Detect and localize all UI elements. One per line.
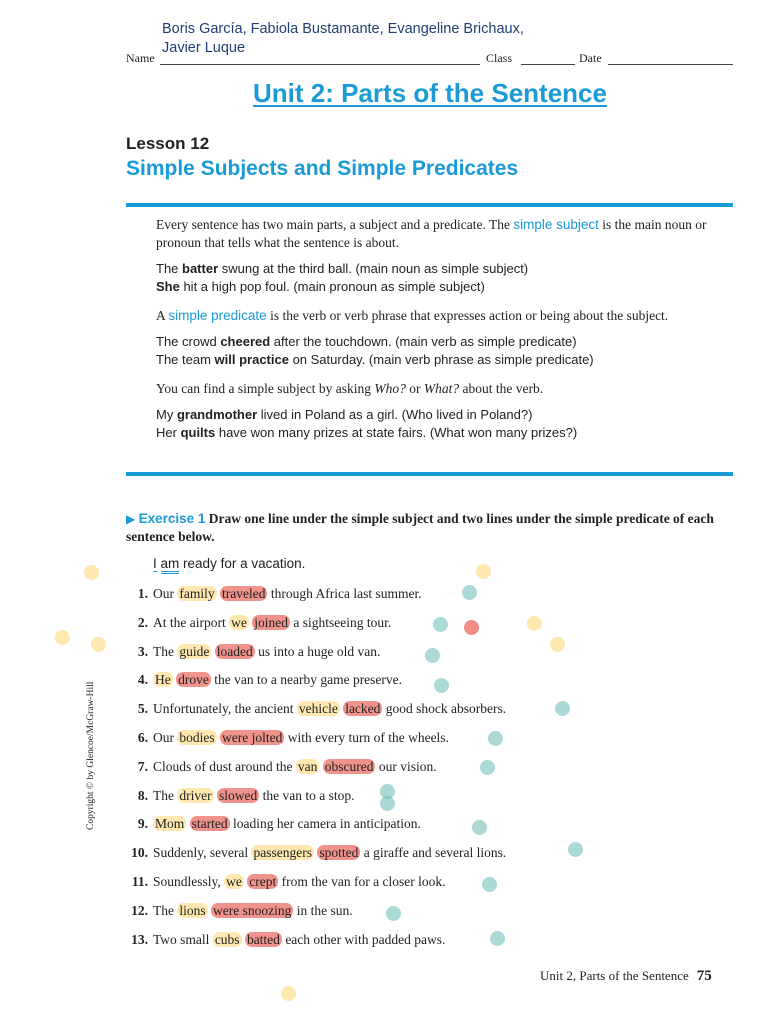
item-text: Suddenly, several — [153, 845, 252, 860]
annotation-dot — [281, 986, 296, 1001]
item-text: our vision. — [375, 759, 437, 774]
annotation-dot — [386, 906, 401, 921]
exercise-item — [126, 872, 726, 892]
item-text: from the van for a closer look. — [278, 874, 446, 889]
item-number: 12. — [131, 903, 148, 918]
item-predicate: were snoozing — [213, 903, 292, 918]
item-text: Our — [153, 730, 178, 745]
page-footer — [540, 968, 712, 985]
annotation-dot — [476, 564, 491, 579]
item-predicate: traveled — [222, 586, 266, 601]
item-predicate: spotted — [319, 845, 359, 860]
item-number: 2. — [137, 615, 148, 630]
item-subject: lions — [179, 903, 206, 918]
item-text: the van to a stop. — [259, 788, 355, 803]
exercise-item — [126, 757, 726, 777]
exercise-item — [126, 930, 726, 950]
annotation-dot — [462, 585, 477, 600]
item-predicate: loaded — [216, 644, 253, 659]
exercise-item — [126, 670, 726, 690]
item-predicate: started — [191, 816, 228, 831]
item-subject: passengers — [253, 845, 312, 860]
annotation-dot — [464, 620, 479, 635]
item-text: The — [153, 644, 178, 659]
item-subject: vehicle — [298, 701, 338, 716]
item-subject: driver — [179, 788, 212, 803]
exercise-item — [126, 584, 726, 604]
predicate-example-1: The crowd cheered after the touchdown. (main verb as simple predicate) — [156, 334, 577, 349]
annotation-dot — [482, 877, 497, 892]
item-number: 10. — [131, 845, 148, 860]
item-text: through Africa last summer. — [267, 586, 422, 601]
item-subject: cubs — [214, 932, 240, 947]
item-subject: guide — [179, 644, 210, 659]
annotation-dot — [434, 678, 449, 693]
item-text: The — [153, 788, 178, 803]
annotation-dot — [480, 760, 495, 775]
lesson-explanation — [156, 216, 716, 441]
item-predicate: slowed — [218, 788, 258, 803]
item-predicate: lacked — [345, 701, 381, 716]
name-class-date-line — [126, 50, 733, 68]
footer-text: Unit 2, Parts of the Sentence — [540, 968, 689, 983]
item-number: 7. — [137, 759, 148, 774]
item-text: Two small — [153, 932, 213, 947]
top-rule — [126, 203, 733, 207]
item-number: 8. — [137, 788, 148, 803]
finding-example-1: My grandmother lived in Poland as a girl. (Who lived in Poland?) — [156, 407, 533, 422]
name-blank[interactable] — [160, 64, 480, 65]
item-subject: bodies — [179, 730, 215, 745]
annotation-dot — [550, 637, 565, 652]
item-subject: we — [231, 615, 247, 630]
annotation-dot — [527, 616, 542, 631]
item-number: 6. — [137, 730, 148, 745]
exercise-label: Exercise 1 — [138, 511, 206, 526]
annotation-dot — [555, 701, 570, 716]
exercise-item — [126, 901, 726, 921]
exercise-instructions — [126, 510, 736, 546]
exercise-item — [126, 613, 726, 633]
author-names: Boris García, Fabiola Bustamante, Evangeline Brichaux, Javier Luque — [162, 21, 524, 56]
date-blank[interactable] — [608, 64, 733, 65]
item-number: 1. — [137, 586, 148, 601]
exercise-item — [126, 699, 726, 719]
item-predicate: batted — [246, 932, 280, 947]
annotation-dot — [568, 842, 583, 857]
item-number: 11. — [131, 874, 148, 889]
item-subject: Mom — [155, 816, 185, 831]
item-text: At the airport — [153, 615, 230, 630]
finding-subject-tip: You can find a simple subject by asking Who? or What? about the verb. — [156, 381, 544, 396]
item-text: Soundlessly, — [153, 874, 225, 889]
bottom-rule — [126, 472, 733, 476]
item-predicate: joined — [254, 615, 288, 630]
example-sentence: I am ready for a vacation. — [153, 556, 305, 571]
lesson-number: Lesson 12 — [126, 134, 210, 153]
exercise-item — [126, 728, 726, 748]
item-number: 5. — [137, 701, 148, 716]
annotation-dot — [55, 630, 70, 645]
annotation-dot — [425, 648, 440, 663]
predicate-definition: A simple predicate is the verb or verb phrase that expresses action or being about the subject. — [156, 308, 669, 323]
item-text: Our — [153, 586, 178, 601]
item-predicate: crept — [249, 874, 277, 889]
item-number: 13. — [131, 932, 148, 947]
exercise-item — [126, 843, 726, 863]
exercise-item — [126, 814, 726, 834]
class-blank[interactable] — [521, 64, 575, 65]
item-subject: family — [179, 586, 215, 601]
unit-title: Unit 2: Parts of the Sentence — [253, 78, 607, 108]
subject-example-1: The batter swung at the third ball. (main noun as simple subject) — [156, 261, 529, 276]
item-text: loading her camera in anticipation. — [229, 816, 421, 831]
item-subject: van — [297, 759, 318, 774]
item-text: a sightseeing tour. — [289, 615, 392, 630]
predicate-example-2: The team will practice on Saturday. (main verb phrase as simple predicate) — [156, 351, 594, 367]
annotation-dot — [433, 617, 448, 632]
item-subject: He — [155, 672, 171, 687]
date-label: Date — [579, 51, 602, 65]
annotation-dot — [472, 820, 487, 835]
item-text: The — [153, 903, 178, 918]
annotation-dot — [84, 565, 99, 580]
name-label: Name — [126, 51, 155, 65]
annotation-dot — [488, 731, 503, 746]
item-text: the van to a nearby game preserve. — [210, 672, 403, 687]
lesson-title: Simple Subjects and Simple Predicates — [126, 157, 519, 180]
item-text: Clouds of dust around the — [153, 759, 296, 774]
example-predicate: am — [161, 556, 180, 574]
item-text: us into a huge old van. — [254, 644, 381, 659]
exercise-text: Draw one line under the simple subject and two lines under the simple predicate of each sentence below. — [126, 511, 714, 544]
copyright-notice: Copyright © by Glencoe/McGraw-Hill — [86, 681, 96, 830]
example-subject: I — [153, 556, 157, 571]
item-number: 9. — [137, 816, 148, 831]
item-text: good shock absorbers. — [382, 701, 507, 716]
item-text: each other with padded paws. — [281, 932, 446, 947]
item-subject: we — [226, 874, 242, 889]
item-text: with every turn of the wheels. — [284, 730, 449, 745]
subject-definition: Every sentence has two main parts, a subject and a predicate. The simple subject is the main noun or pronoun that tells what the sentence is about. — [156, 217, 707, 250]
item-text: a giraffe and several lions. — [360, 845, 507, 860]
annotation-dot — [91, 637, 106, 652]
item-predicate: obscured — [324, 759, 374, 774]
exercise-item — [126, 786, 726, 806]
item-number: 4. — [137, 672, 148, 687]
item-number: 3. — [137, 644, 148, 659]
finding-example-2: Her quilts have won many prizes at state fairs. (What won many prizes?) — [156, 424, 578, 440]
page-number: 75 — [696, 968, 712, 984]
item-predicate: drove — [178, 672, 209, 687]
item-text: in the sun. — [293, 903, 353, 918]
item-predicate: were jolted — [222, 730, 283, 745]
class-label: Class — [486, 51, 513, 65]
annotation-dot — [380, 796, 395, 811]
triangle-icon: ▶ — [126, 512, 136, 526]
item-text: Unfortunately, the ancient — [153, 701, 297, 716]
subject-example-2: She hit a high pop foul. (main pronoun as simple subject) — [156, 278, 485, 294]
annotation-dot — [490, 931, 505, 946]
